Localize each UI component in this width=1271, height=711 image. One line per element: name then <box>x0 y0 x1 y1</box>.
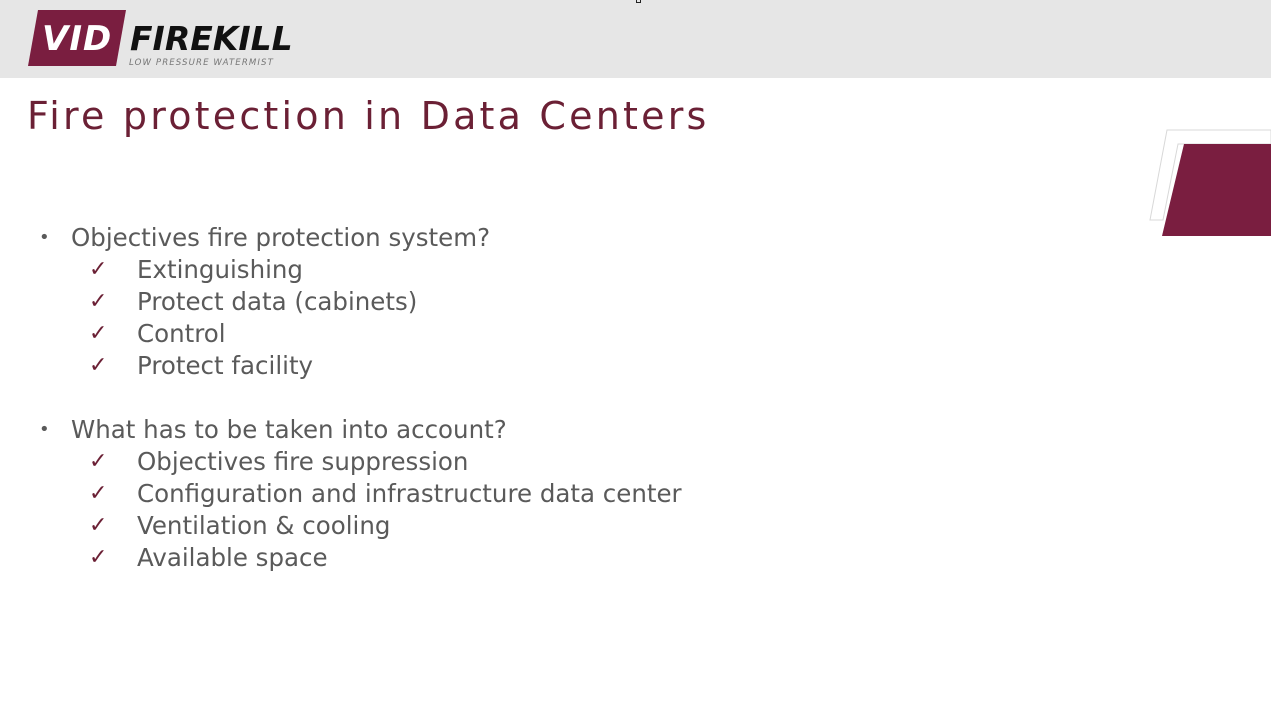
slide-content <box>0 222 900 574</box>
sub-item <box>0 318 900 350</box>
sub-item <box>0 478 900 510</box>
logo-firekill-text: FIREKILL <box>130 19 293 58</box>
bullet-text: Objectives fire protection system? <box>71 223 491 252</box>
sub-item <box>0 286 900 318</box>
sub-item-text: Available space <box>137 543 328 572</box>
header-bar <box>0 0 1271 78</box>
sub-item <box>0 350 900 382</box>
sub-item-text: Configuration and infrastructure data center <box>137 479 682 508</box>
sub-item <box>0 510 900 542</box>
check-icon: ✓ <box>89 513 108 538</box>
bullet-icon: • <box>39 419 50 440</box>
sub-item-text: Control <box>137 319 226 348</box>
check-icon: ✓ <box>89 353 108 378</box>
bullet-item <box>0 222 900 254</box>
sub-item <box>0 446 900 478</box>
sub-item-text: Objectives fire suppression <box>137 447 469 476</box>
bullet-item <box>0 414 900 446</box>
sub-item-text: Ventilation & cooling <box>137 511 391 540</box>
vid-firekill-logo <box>28 10 298 68</box>
check-icon: ✓ <box>89 257 108 282</box>
decorative-shape <box>1148 128 1271 238</box>
check-icon: ✓ <box>89 481 108 506</box>
sub-item-text: Protect data (cabinets) <box>137 287 418 316</box>
check-icon: ✓ <box>89 321 108 346</box>
logo-vid-text: VID <box>42 19 113 59</box>
bullet-text: What has to be taken into account? <box>71 415 507 444</box>
slide-title: Fire protection in Data Centers <box>27 94 710 138</box>
check-icon: ✓ <box>89 289 108 314</box>
sub-item-text: Protect facility <box>137 351 314 380</box>
sub-item <box>0 542 900 574</box>
sub-item-text: Extinguishing <box>137 255 303 284</box>
spacer <box>0 382 900 414</box>
check-icon: ✓ <box>89 545 108 570</box>
sub-item <box>0 254 900 286</box>
check-icon: ✓ <box>89 449 108 474</box>
top-marker <box>636 0 641 3</box>
logo-tagline: LOW PRESSURE WATERMIST <box>129 58 274 68</box>
bullet-icon: • <box>39 227 50 248</box>
